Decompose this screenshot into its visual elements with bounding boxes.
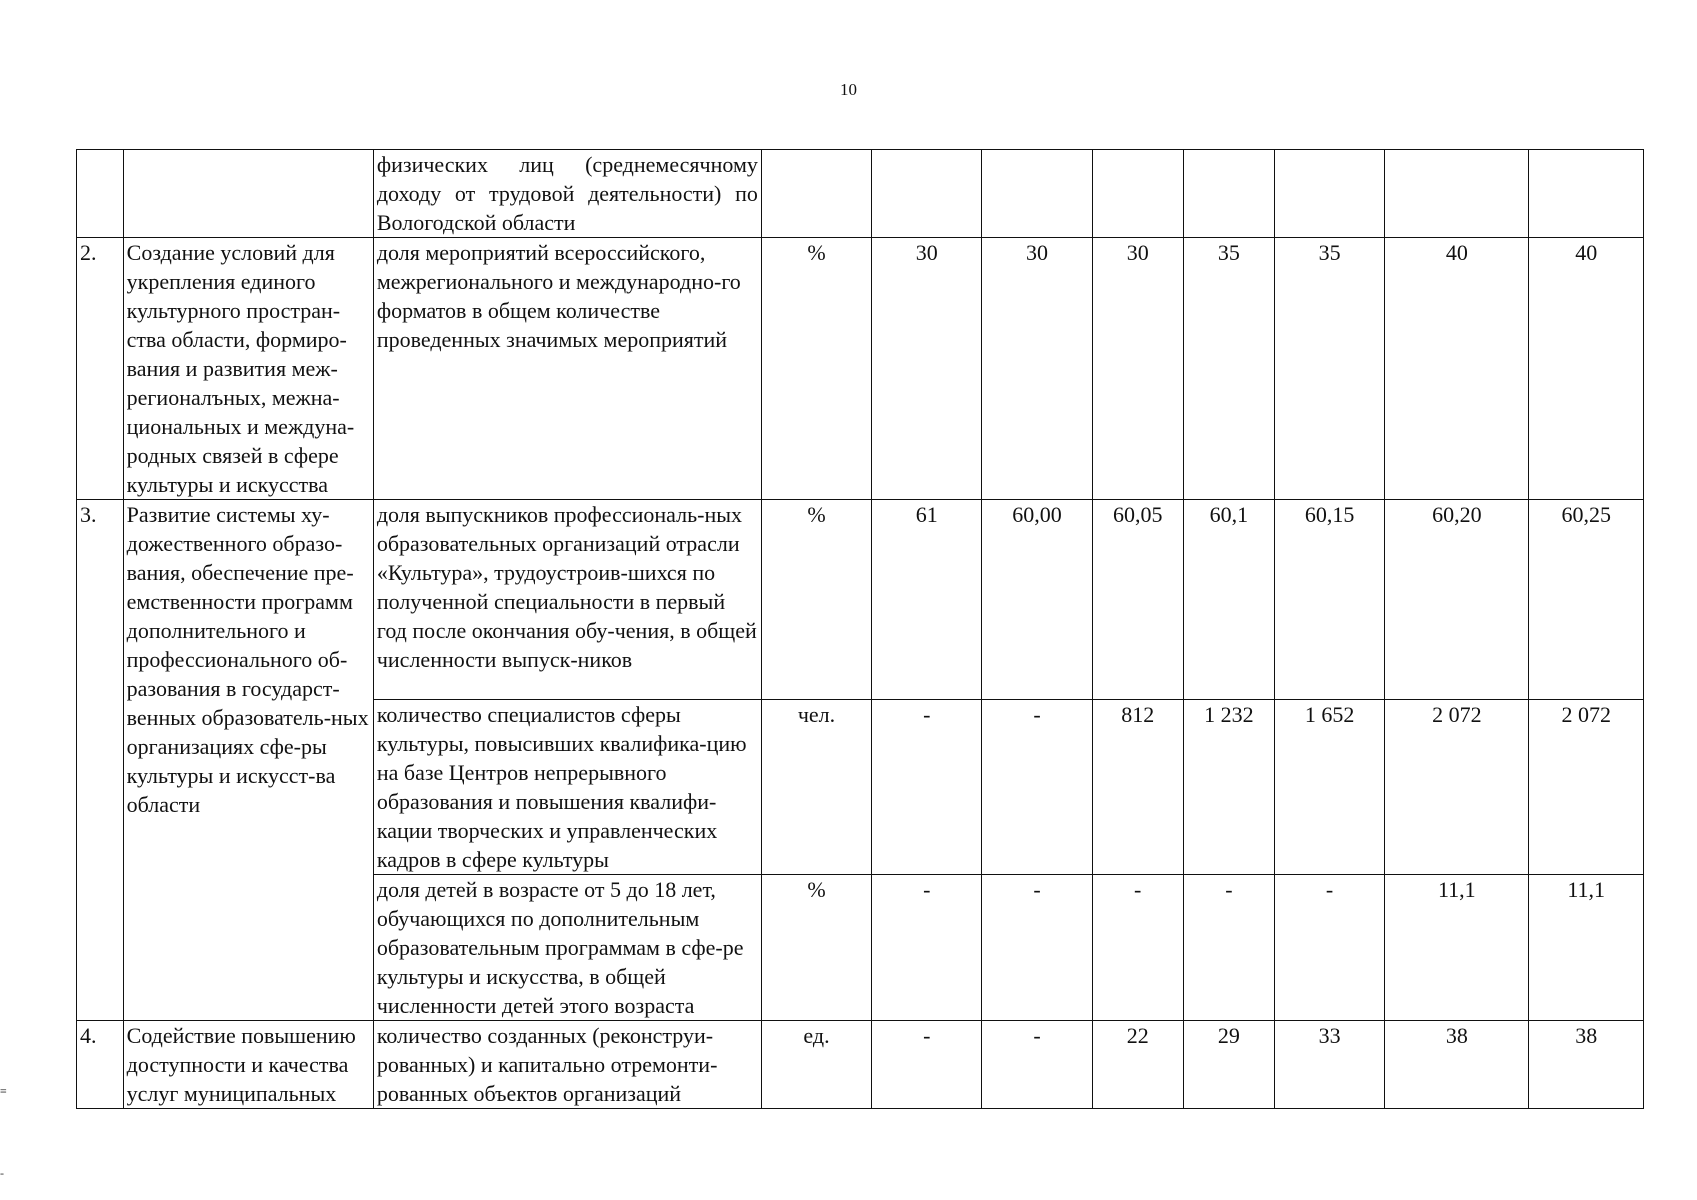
value-cell <box>1183 150 1274 238</box>
indicator-cell: количество созданных (реконструи-рованных) и капитально отремонти-рованных объектов организаций <box>373 1021 761 1109</box>
unit-cell: % <box>761 500 871 700</box>
value-cell: 30 <box>872 238 982 500</box>
value-cell: 60,1 <box>1183 500 1274 700</box>
value-cell: 60,20 <box>1385 500 1529 700</box>
value-cell: - <box>872 1021 982 1109</box>
value-cell <box>1092 150 1183 238</box>
value-cell: 2 072 <box>1385 700 1529 875</box>
value-cell <box>1385 150 1529 238</box>
value-cell: 30 <box>982 238 1092 500</box>
unit-cell: ед. <box>761 1021 871 1109</box>
value-cell: 40 <box>1385 238 1529 500</box>
value-cell <box>872 150 982 238</box>
value-cell: - <box>982 1021 1092 1109</box>
value-cell: 61 <box>872 500 982 700</box>
table-row <box>77 238 1644 500</box>
value-cell: - <box>872 875 982 1021</box>
value-cell: 60,05 <box>1092 500 1183 700</box>
value-cell: 38 <box>1529 1021 1644 1109</box>
margin-mark: ≡ <box>0 1084 7 1098</box>
indicators-table <box>76 149 1644 1109</box>
indicator-cell: доля детей в возрасте от 5 до 18 лет, обучающихся по дополнительным образовательным программам в сфе-ре культуры и искусства, в общей численности детей этого возраста <box>373 875 761 1021</box>
value-cell: - <box>982 700 1092 875</box>
value-cell: 1 232 <box>1183 700 1274 875</box>
value-cell <box>982 150 1092 238</box>
value-cell: - <box>1274 875 1384 1021</box>
value-cell: - <box>1183 875 1274 1021</box>
table-row <box>77 1021 1644 1109</box>
indicator-cell: физических лиц (среднемесячному доходу от трудовой деятельности) по Вологодской области <box>373 150 761 238</box>
indicator-cell: доля мероприятий всероссийского, межрегионального и международно-го форматов в общем количестве проведенных значимых мероприятий <box>373 238 761 500</box>
unit-cell: % <box>761 875 871 1021</box>
unit-cell: % <box>761 238 871 500</box>
unit-cell <box>761 150 871 238</box>
table-row <box>77 150 1644 238</box>
row-number: 4. <box>77 1021 124 1109</box>
value-cell <box>1529 150 1644 238</box>
goal-cell: Создание условий для укрепления единого культурного простран-ства области, формиро-вания и развития меж-регионалъных, межна-циональных и междуна-родных связей в сфере культуры и искусства <box>123 238 373 500</box>
value-cell: - <box>982 875 1092 1021</box>
value-cell: 30 <box>1092 238 1183 500</box>
value-cell: 40 <box>1529 238 1644 500</box>
value-cell <box>1274 150 1384 238</box>
value-cell: - <box>872 700 982 875</box>
goal-cell: Содействие повышению доступности и качества услуг муниципальных <box>123 1021 373 1109</box>
goal-cell <box>123 150 373 238</box>
margin-mark: - <box>0 1166 4 1180</box>
row-number <box>77 150 124 238</box>
value-cell: 38 <box>1385 1021 1529 1109</box>
value-cell: 2 072 <box>1529 700 1644 875</box>
value-cell: 35 <box>1274 238 1384 500</box>
value-cell: 22 <box>1092 1021 1183 1109</box>
value-cell: 35 <box>1183 238 1274 500</box>
row-number: 2. <box>77 238 124 500</box>
value-cell: 60,00 <box>982 500 1092 700</box>
indicator-cell: доля выпускников профессиональ-ных образовательных организаций отрасли «Культура», трудоустроив-шихся по полученной специальности в первый год после окончания обу-чения, в общей численности выпуск-ников <box>373 500 761 700</box>
value-cell: 33 <box>1274 1021 1384 1109</box>
row-number: 3. <box>77 500 124 1021</box>
value-cell: - <box>1092 875 1183 1021</box>
value-cell: 11,1 <box>1385 875 1529 1021</box>
value-cell: 11,1 <box>1529 875 1644 1021</box>
goal-cell: Развитие системы ху-дожественного образо-вания, обеспечение пре-емственности программ дополнительного и профессионального об-разования в государст-венных образователь-ных организациях сфе-ры культуры и искусст-ва области <box>123 500 373 1021</box>
unit-cell: чел. <box>761 700 871 875</box>
value-cell: 29 <box>1183 1021 1274 1109</box>
indicator-cell: количество специалистов сферы культуры, повысивших квалифика-цию на базе Центров непрерывного образования и повышения квалифи-кации творческих и управленческих кадров в сфере культуры <box>373 700 761 875</box>
value-cell: 60,15 <box>1274 500 1384 700</box>
value-cell: 60,25 <box>1529 500 1644 700</box>
page-number: 10 <box>840 80 857 99</box>
table-row <box>77 500 1644 700</box>
value-cell: 1 652 <box>1274 700 1384 875</box>
value-cell: 812 <box>1092 700 1183 875</box>
